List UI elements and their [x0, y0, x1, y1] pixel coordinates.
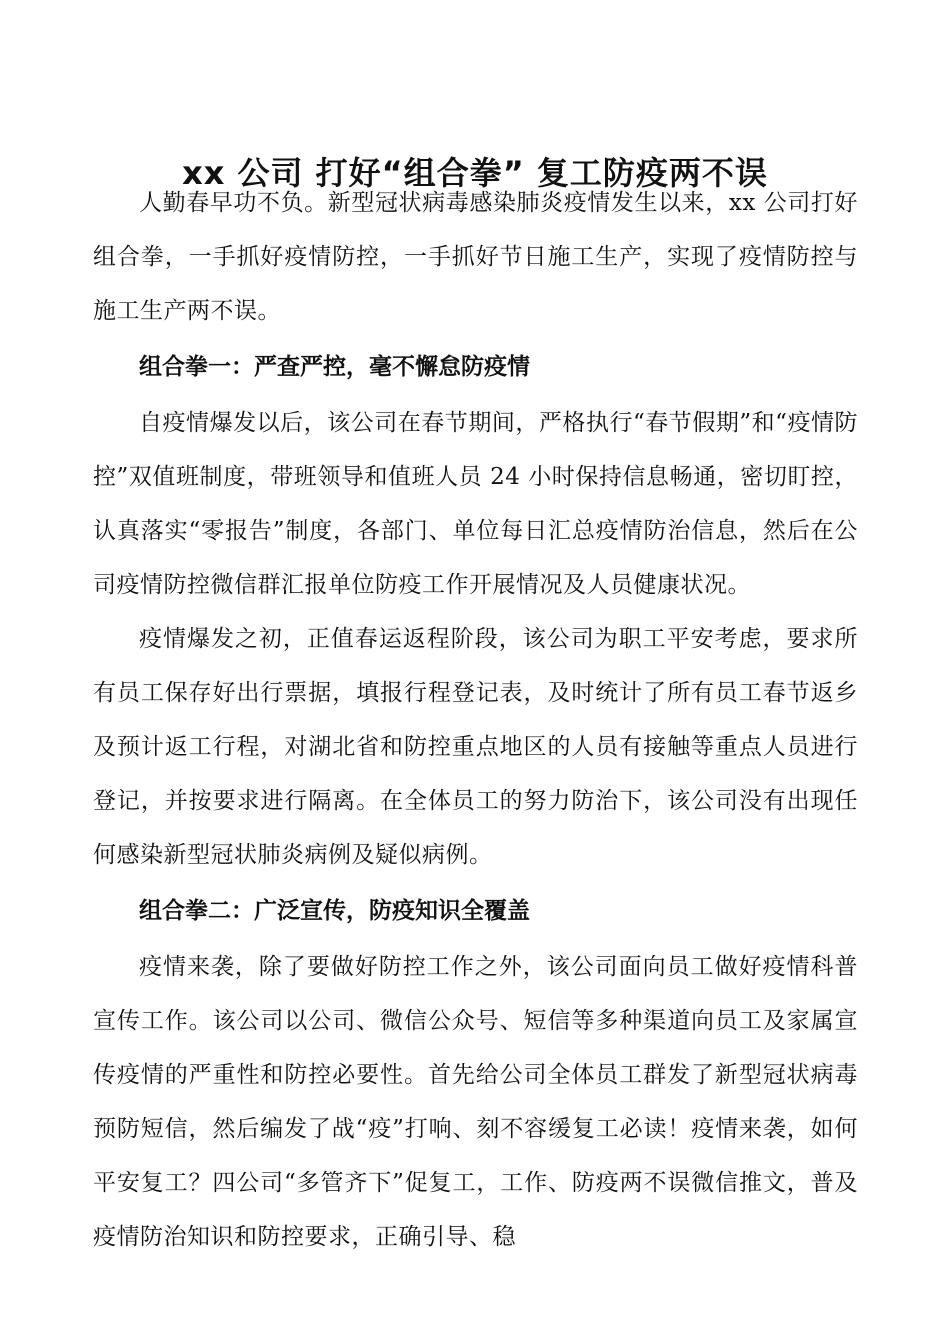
section-heading-2: 组合拳二：广泛宣传，防疫知识全覆盖 [139, 898, 530, 924]
paragraph-travel-registration: 疫情爆发之初，正值春运返程阶段，该公司为职工平安考虑，要求所有员工保存好出行票据，填报行程登记表，及时统计了所有员工春节返乡及预计返工行程，对湖北省和防控重点地区的人员有接触等重点人员进行登记，并按要求进行隔离。在全体员工的努力防治下，该公司没有出现任何感染新型冠状肺炎病例及疑似病例。 [93, 626, 858, 868]
section-heading-1: 组合拳一：严查严控，毫不懈怠防疫情 [139, 354, 530, 380]
document-title: xx 公司 打好“组合拳” 复工防疫两不误 [182, 154, 768, 193]
document-body [93, 176, 858, 1264]
paragraph-duty-system: 自疫情爆发以后，该公司在春节期间，严格执行“春节假期”和“疫情防控”双值班制度，带班领导和值班人员 24 小时保持信息畅通，密切盯控，认真落实“零报告”制度，各部门、单位每日汇总疫情防治信息，然后在公司疫情防控微信群汇报单位防疫工作开展情况及人员健康状况。 [93, 410, 858, 598]
paragraph-publicity: 疫情来袭，除了要做好防控工作之外，该公司面向员工做好疫情科普宣传工作。该公司以公司、微信公众号、短信等多种渠道向员工及家属宣传疫情的严重性和防控必要性。首先给公司全体员工群发了新型冠状病毒预防短信，然后编发了战“疫”打响、刻不容缓复工必读！疫情来袭，如何平安复工？四公司“多管齐下”促复工，工作、防疫两不误微信推文，普及疫情防治知识和防控要求，正确引导、稳 [93, 954, 858, 1250]
paragraph-intro: 人勤春早功不负。新型冠状病毒感染肺炎疫情发生以来，xx 公司打好组合拳，一手抓好疫情防控，一手抓好节日施工生产，实现了疫情防控与施工生产两不误。 [93, 190, 858, 324]
